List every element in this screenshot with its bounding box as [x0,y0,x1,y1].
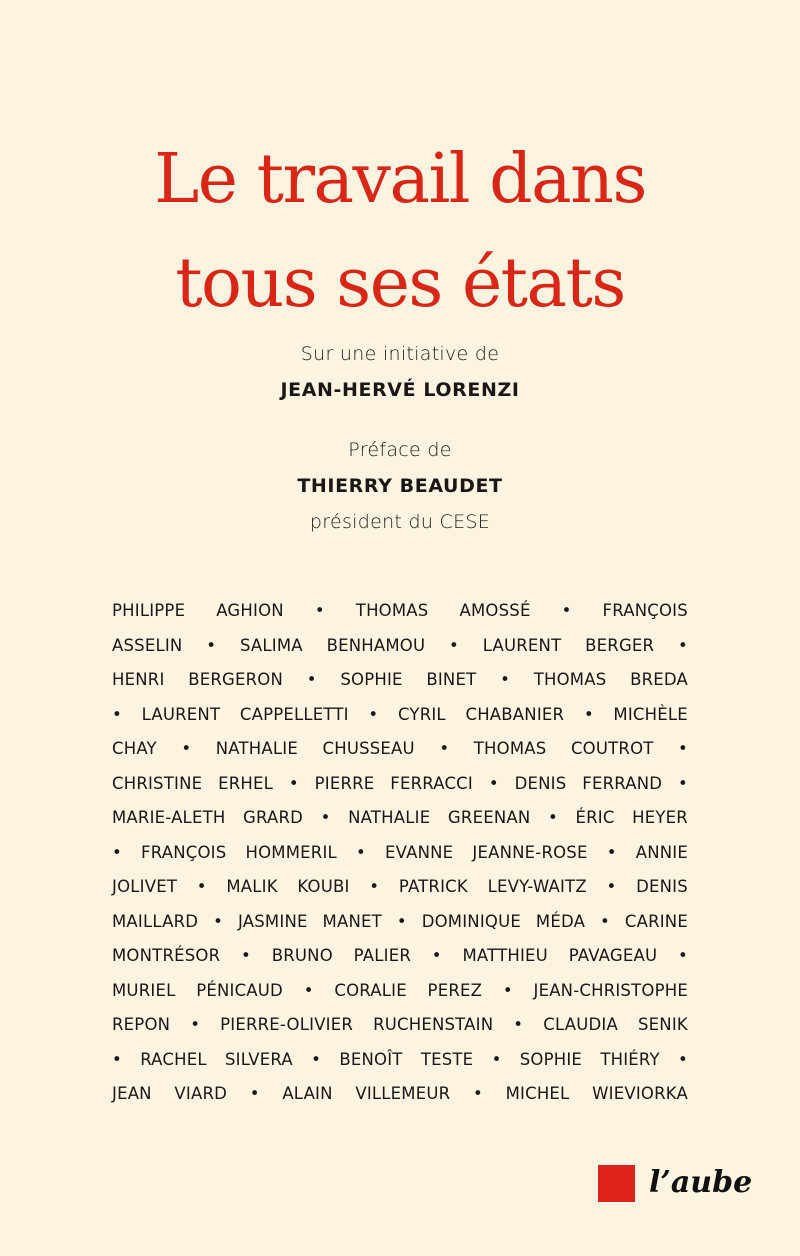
bullet-separator-icon: • [320,808,331,827]
contributor-word: VILLEMEUR [355,1084,451,1103]
bullet-separator-icon: • [431,946,442,965]
contributor-word: ERHEL [218,773,274,793]
contributor-word: MALIK [226,877,278,896]
bullet-separator-icon: • [502,980,513,1000]
contributor-word: FERRACCI [390,773,473,793]
bullet-separator-icon: • [356,842,366,862]
contributors-line [112,663,688,698]
bullet-separator-icon: • [112,1049,122,1069]
contributors-line [112,939,688,974]
bullet-separator-icon: • [314,601,325,620]
contributor-word: CORALIE [334,980,407,1000]
bullet-separator-icon: • [500,670,511,689]
contributors-line [112,1008,688,1043]
contributor-word: BERGER [585,635,655,655]
contributor-word: AMOSSÉ [459,601,531,620]
contributor-word: TESTE [420,1049,474,1069]
contributor-word: CAPPELLETTI [239,704,349,724]
bullet-separator-icon: • [678,773,688,793]
bullet-separator-icon: • [368,704,379,724]
bullet-separator-icon: • [513,1015,524,1034]
contributor-word: SOPHIE [519,1049,583,1069]
contributor-word: JASMINE [238,911,308,931]
contributors-line [112,870,688,905]
contributor-word: GREENAN [447,808,531,827]
contributor-word: LAURENT [482,635,562,655]
contributor-word: BREDA [630,670,688,689]
contributors-line [112,836,688,871]
contributor-word: BINET [426,670,477,689]
contributor-word: CHABANIER [465,704,565,724]
bullet-separator-icon: • [561,601,572,620]
contributors-list [112,594,688,1112]
contributor-word: THOMAS [355,601,429,620]
book-title-line-1: Le travail dans [154,140,646,219]
contributor-word: THOMAS [533,670,607,689]
contributor-word: BENHAMOU [326,635,426,655]
contributor-word: WIEVIORKA [592,1084,688,1103]
contributor-word: ÉRIC [575,808,615,827]
contributor-word: MAILLARD [112,911,199,931]
contributor-word: MICHÈLE [613,704,688,724]
contributor-word: PAVAGEAU [568,946,658,965]
contributor-word: DENIS [636,877,688,896]
bullet-separator-icon: • [213,911,224,931]
contributor-word: SALIMA [239,635,303,655]
bullet-separator-icon: • [491,1049,502,1069]
book-title-line-2: tous ses états [175,244,625,323]
contributor-word: DENIS [514,773,567,793]
contributor-word: PIERRE-OLIVIER [220,1015,354,1034]
contributor-word: CHUSSEAU [322,739,415,758]
contributor-word: CHAY [112,739,157,758]
contributor-word: MÉDA [535,911,586,931]
bullet-separator-icon: • [311,1049,322,1069]
contributor-word: THIÉRY [600,1049,660,1069]
preface-credit [0,432,800,540]
contributor-word: MATTHIEU [462,946,548,965]
red-square-icon [598,1165,635,1202]
contributor-word: DOMINIQUE [421,911,521,931]
bullet-separator-icon: • [678,1049,688,1069]
publisher-logo [598,1163,752,1203]
preface-intro: Préface de [348,439,452,461]
bullet-separator-icon: • [206,635,217,655]
contributor-word: ALAIN [282,1084,333,1103]
contributor-word: VIARD [174,1084,228,1103]
preface-author: THIERRY BEAUDET [297,475,503,497]
contributor-word: MONTRÉSOR [112,946,221,965]
book-title [0,128,800,336]
bullet-separator-icon: • [678,739,688,758]
contributor-word: NATHALIE [348,808,431,827]
contributor-word: COUTROT [570,739,654,758]
bullet-separator-icon: • [181,739,192,758]
contributor-word: MICHEL [505,1084,570,1103]
bullet-separator-icon: • [196,877,207,896]
contributor-word: CHRISTINE [112,773,203,793]
contributor-word: PHILIPPE [112,601,186,620]
contributor-word: RUCHENSTAIN [373,1015,494,1034]
bullet-separator-icon: • [288,773,299,793]
contributor-word: JOLIVET [112,877,178,896]
initiative-intro: Sur une initiative de [300,343,500,365]
contributors-line [112,1043,688,1078]
contributor-word: AGHION [216,601,284,620]
contributor-word: FRANÇOIS [141,842,227,862]
bullet-separator-icon: • [439,739,450,758]
bullet-separator-icon: • [112,704,122,724]
contributor-word: MARIE-ALETH [112,808,226,827]
bullet-separator-icon: • [396,911,407,931]
initiative-author: JEAN-HERVÉ LORENZI [280,379,520,401]
contributor-word: KOUBI [297,877,350,896]
bullet-separator-icon: • [547,808,558,827]
contributor-word: LAURENT [141,704,221,724]
contributor-word: PATRICK [398,877,468,896]
bullet-separator-icon: • [241,946,251,965]
initiative-credit [0,336,800,408]
bullet-separator-icon: • [369,877,380,896]
contributor-word: HOMMERIL [245,842,337,862]
bullet-separator-icon: • [606,877,617,896]
publisher-name: l’aube [649,1165,753,1200]
contributor-word: JEAN [112,1084,152,1103]
contributors-line [112,974,688,1009]
contributors-line [112,801,688,836]
contributor-word: HENRI [112,670,165,689]
contributors-line [112,732,688,767]
contributor-word: BERGERON [188,670,284,689]
bullet-separator-icon: • [677,946,688,965]
bullet-separator-icon: • [606,842,617,862]
contributor-word: EVANNE [385,842,454,862]
contributor-word: NATHALIE [215,739,298,758]
contributor-word: ASSELIN [112,635,183,655]
bullet-separator-icon: • [306,670,317,689]
contributor-word: SOPHIE [340,670,403,689]
contributors-line [112,698,688,733]
contributor-word: LEVY-WAITZ [487,877,587,896]
bullet-separator-icon: • [583,704,594,724]
contributors-line [112,1077,688,1112]
contributors-line [112,767,688,802]
bullet-separator-icon: • [249,1084,260,1103]
contributors-line [112,629,688,664]
preface-author-role: président du CESE [309,511,491,533]
contributor-word: PIERRE [314,773,375,793]
contributor-word: ANNIE [635,842,688,862]
contributor-word: JEAN-CHRISTOPHE [533,980,688,1000]
contributor-word: JEANNE-ROSE [472,842,588,862]
contributor-word: FERRAND [582,773,663,793]
contributors-line [112,594,688,629]
contributor-word: RACHEL [140,1049,207,1069]
bullet-separator-icon: • [678,635,688,655]
contributor-word: PEREZ [427,980,483,1000]
contributor-word: HEYER [632,808,688,827]
contributor-word: BENOÎT [339,1049,403,1069]
contributor-word: CYRIL [397,704,446,724]
bullet-separator-icon: • [472,1084,483,1103]
contributor-word: CLAUDIA [543,1015,618,1034]
bullet-separator-icon: • [112,842,122,862]
contributor-word: MURIEL [112,980,176,1000]
contributor-word: FRANÇOIS [602,601,688,620]
contributor-word: BRUNO [271,946,333,965]
contributor-word: PÉNICAUD [196,980,283,1000]
bullet-separator-icon: • [488,773,499,793]
contributor-word: GRARD [243,808,304,827]
contributor-word: REPON [112,1015,171,1034]
bullet-separator-icon: • [449,635,459,655]
contributor-word: CARINE [624,911,688,931]
bullet-separator-icon: • [600,911,610,931]
contributor-word: MANET [322,911,382,931]
contributor-word: SENIK [637,1015,688,1034]
contributors-line [112,905,688,940]
contributor-word: PALIER [353,946,411,965]
bullet-separator-icon: • [190,1015,201,1034]
contributor-word: THOMAS [473,739,547,758]
contributor-word: SILVERA [224,1049,293,1069]
bullet-separator-icon: • [303,980,314,1000]
